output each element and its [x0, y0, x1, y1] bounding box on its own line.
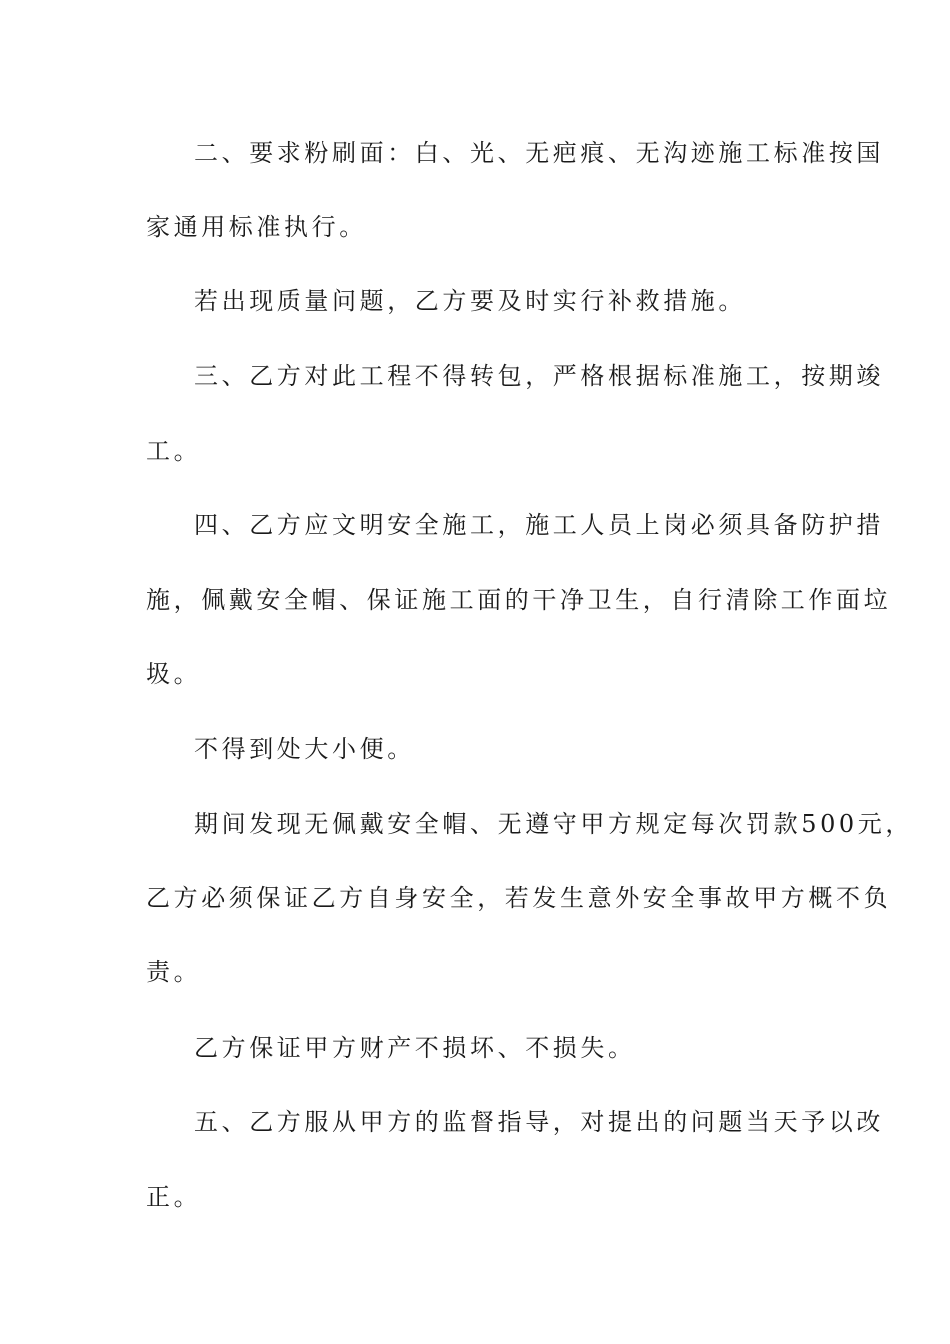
paragraph-line: 四、乙方应文明安全施工，施工人员上岗必须具备防护措	[194, 511, 884, 539]
paragraph-line: 期间发现无佩戴安全帽、无遵守甲方规定每次罚款500元，	[194, 810, 914, 838]
paragraph-line: 乙方保证甲方财产不损坏、不损失。	[194, 1034, 636, 1062]
paragraph-line: 乙方必须保证乙方自身安全，若发生意外安全事故甲方概不负	[146, 884, 892, 912]
paragraph-line: 不得到处大小便。	[194, 735, 415, 763]
paragraph-line: 工。	[146, 437, 202, 465]
paragraph-line: 若出现质量问题，乙方要及时实行补救措施。	[194, 287, 746, 315]
paragraph-line: 五、乙方服从甲方的监督指导，对提出的问题当天予以改	[194, 1108, 884, 1136]
paragraph-line: 正。	[146, 1183, 202, 1211]
paragraph-line: 三、乙方对此工程不得转包，严格根据标准施工，按期竣	[194, 362, 884, 390]
paragraph-line: 施，佩戴安全帽、保证施工面的干净卫生，自行清除工作面垃	[146, 586, 892, 614]
paragraph-line: 家通用标准执行。	[146, 213, 367, 241]
paragraph-line: 二、要求粉刷面：白、光、无疤痕、无沟迹施工标准按国	[194, 139, 884, 167]
paragraph-line: 圾。	[146, 660, 202, 688]
paragraph-line: 责。	[146, 958, 202, 986]
